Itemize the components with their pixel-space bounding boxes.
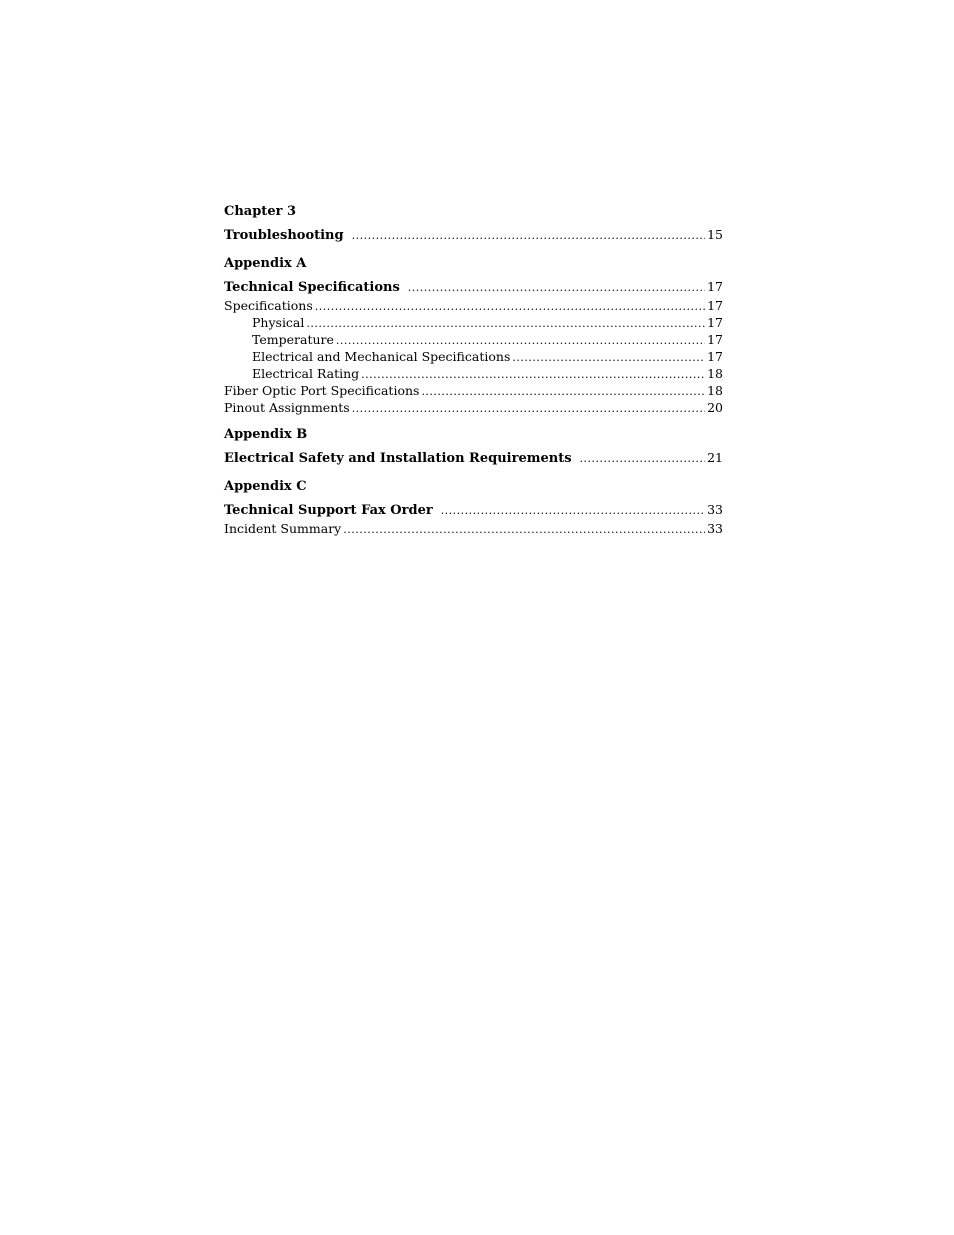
toc-entry-title: Technical Support Fax Order [224,503,433,518]
dot-leader [336,332,705,349]
toc-entry-page: 17 [707,332,723,347]
section-heading: Chapter 3 [224,204,297,219]
toc-entry-title: Specifications [224,298,313,313]
toc-entry-title: Incident Summary [224,521,342,536]
toc-section-appendix-a [224,255,723,416]
toc-entry-electrical-mechanical-specifications[interactable] [224,348,723,365]
toc-entry-page: 21 [707,450,723,465]
toc-entry-page: 18 [707,383,723,398]
toc-entry-fiber-optic-port-specifications[interactable] [224,382,723,399]
toc-section-appendix-c [224,478,723,537]
toc-entry-physical[interactable] [224,314,723,331]
section-heading: Appendix A [224,256,307,271]
toc-entry-technical-support-fax-order[interactable] [224,500,723,520]
toc-entry-page: 17 [707,315,723,330]
section-heading: Appendix C [224,479,307,494]
dot-leader [421,383,705,400]
dot-leader [315,298,705,315]
toc-entry-title: Troubleshooting [224,228,344,243]
dot-leader [441,501,705,521]
toc-entry-page: 33 [707,502,723,517]
toc-section-appendix-b [224,426,723,468]
toc-entry-electrical-rating[interactable] [224,365,723,382]
toc-entry-title: Temperature [252,332,334,347]
dot-leader [352,226,705,246]
toc-entry-page: 20 [707,400,723,415]
dot-leader [408,278,705,298]
dot-leader [306,315,705,332]
toc-entry-title: Physical [252,315,305,330]
toc-entry-page: 17 [707,279,723,294]
toc-entry-troubleshooting[interactable] [224,225,723,245]
table-of-contents [224,203,723,537]
dot-leader [352,400,705,417]
toc-entry-electrical-safety[interactable] [224,448,723,468]
dot-leader [343,521,705,538]
toc-entry-page: 17 [707,298,723,313]
toc-entry-title: Fiber Optic Port Specifications [224,383,420,398]
dot-leader [580,449,706,469]
toc-entry-specifications[interactable] [224,297,723,314]
toc-entry-page: 18 [707,366,723,381]
toc-entry-page: 33 [707,521,723,536]
dot-leader [512,349,705,366]
toc-entry-title: Pinout Assignments [224,400,350,415]
dot-leader [361,366,705,383]
toc-entry-temperature[interactable] [224,331,723,348]
toc-section-chapter-3 [224,203,723,245]
toc-entry-title: Electrical and Mechanical Specifications [252,349,511,364]
toc-entry-title: Electrical Rating [252,366,360,381]
toc-entry-page: 17 [707,349,723,364]
toc-entry-pinout-assignments[interactable] [224,399,723,416]
toc-entry-incident-summary[interactable] [224,520,723,537]
toc-entry-title: Technical Specifications [224,280,400,295]
toc-entry-page: 15 [707,227,723,242]
toc-entry-title: Electrical Safety and Installation Requirements [224,451,572,466]
toc-entry-technical-specifications[interactable] [224,277,723,297]
section-heading: Appendix B [224,427,308,442]
